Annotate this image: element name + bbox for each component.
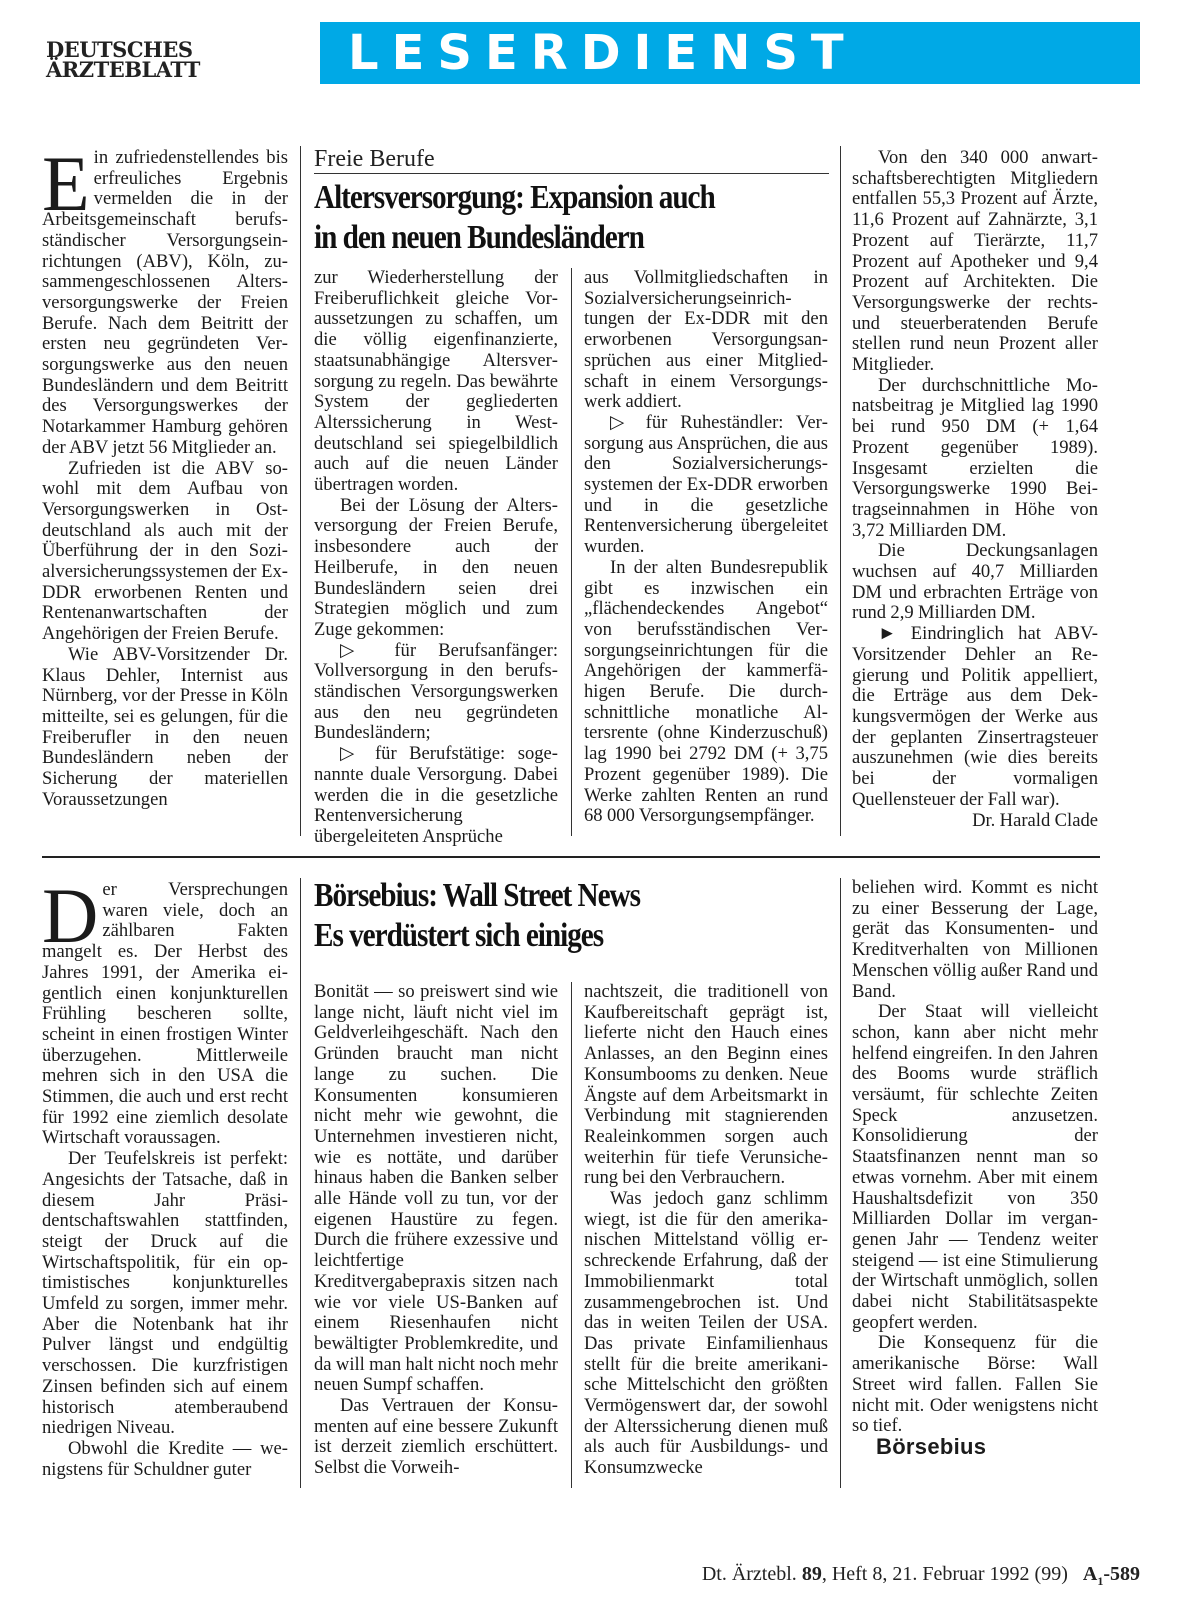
article2-paragraph: Die Konsequenz für die amerikanische Börse: Wall Street wird fallen. Fallen Sie nicht mit. Oder wenigstens nicht so tief. [852, 1332, 1098, 1437]
article2-paragraph: Bonität — so preiswert sind wie lange nicht, läuft nicht viel im Geldverleihgeschäft. Nach den Gründen braucht man nicht lange zu suchen. Die Konsumenten konsumieren nicht mehr wie gewohnt, die Unternehmen investieren nicht, wie es nottäte, und darüber hinaus haben die Banken selber alle Hände voll zu tun, vor der eigenen Haustüre zu fegen. Durch die frühere exzessive und leichtfertige Kreditvergabepraxis sitzen nach wie vor viele US-Banken auf einem Riesenhaufen nicht bewältigter Problemkredite, und da will man halt nicht noch mehr neuen Sumpf schaffen. [314, 981, 558, 1396]
article1-author: Dr. Harald Clade [972, 809, 1098, 831]
article1-paragraph: aus Vollmitgliedschaften in Sozialversicherungseinrichtungen der Ex-DDR mit den erworbenen Versorgungsansprüchen aus einer Mitgliedschaft in einem Versorgungswerk addiert. [584, 267, 828, 413]
article2-paragraph: Der Teufelskreis ist perfekt: Angesichts der Tatsache, daß in diesem Jahr Präsidentschaftswahlen stattfinden, steigt der Druck auf die Wirtschaftspolitik, für ein optimistisches konjunkturelles Umfeld zu sorgen, immer mehr. Aber die Notenbank hat ihr Pulver längst und endgültig verschossen. Die kurzfristigen Zinsen befinden sich auf einem historisch atemberaubend niedrigen Niveau. [42, 1148, 288, 1439]
footer-issue: , Heft 8, 21. Februar 1992 (99) [821, 1563, 1068, 1585]
logo-line-1: DEUTSCHES [46, 37, 193, 62]
footer-volume: 89 [801, 1563, 822, 1585]
article1-headline: Altersversorgung: Expansion auch in den neuen Bundesländern [314, 179, 715, 256]
article2-column-2 [314, 982, 558, 1479]
column-divider [571, 982, 572, 1488]
footer-page-number: $A_1-589$ [1082, 1563, 1140, 1588]
column-divider [300, 146, 301, 836]
column-divider [840, 146, 841, 836]
article2-paragraph: Obwohl die Kredite — wenigstens für Schuldner guter [42, 1437, 288, 1480]
page-footer [680, 1562, 1140, 1593]
article1-paragraph: Von den 340 000 anwartschaftsberechtigten Mitgliedern entfallen 55,3 Prozent auf Ärzte, 11,6 Prozent auf Zahnärzte, 3,1 Prozent auf Tierärzte, 11,7 Prozent auf Apotheker und 9,4 Prozent auf Architekten. Die Versorgungswerke der rechts- und steuerberatenden Berufe stellen rund neun Prozent aller Mitglieder. [852, 147, 1098, 376]
article1-paragraph: Zufrieden ist die ABV sowohl mit dem Aufbau von Versorgungswerken in Ostdeutschland als auch mit der Überführung der in den Sozialversicherungssystemen der Ex-DDR erworbenen Renten und Rentenanwartschaften der Angehörigen der Freien Berufe. [42, 457, 288, 645]
article2-paragraph: nachtszeit, die traditionell von Kaufbereitschaft geprägt ist, lieferte nicht den Hauch eines Anlasses, an den Beginn eines Konsumbooms zu denken. Neue Ängste auf dem Arbeitsmarkt in Verbindung mit stagnierenden Realeinkommen sorgen auch weiterhin für tiefe Verunsicherung bei den Verbrauchern. [584, 981, 828, 1189]
article2-column-3 [584, 982, 828, 1479]
section-banner [320, 22, 1140, 84]
article1-paragraph: ► Eindringlich hat ABV-Vorsitzender Dehler an Regierung und Politik appelliert, die Erträge aus dem Dekkungsvermögen der Werke aus der geplanten Zinsertragsteuer auszunehmen (wie dies bereits bei der vormaligen Quellensteuer der Fall war). [852, 623, 1098, 810]
article2-paragraph: Das Vertrauen der Konsumenten auf eine bessere Zukunft ist derzeit ziemlich erschüttert. Selbst die Vorweih- [314, 1395, 558, 1479]
article2-paragraph: Was jedoch ganz schlimm wiegt, ist die für den amerikanischen Mittelstand völlig erschreckende Erfahrung, daß der Immobilienmarkt total zusammengebrochen ist. Und das in weiten Teilen der USA. Das private Einfamilienhaus stellt für die breite amerikanische Mittelschicht den größten Vermögenswert dar, der sowohl der Alterssicherung dienen muß als auch für Ausbildungs- und Konsumzwecke [584, 1188, 828, 1479]
article1-paragraph: Die Deckungsanlagen wuchsen auf 40,7 Milliarden DM und erbrachten Erträge von rund 2,9 Milliarden DM. [852, 540, 1098, 624]
article1-column-4 [852, 148, 1098, 831]
dropcap: E [42, 140, 90, 227]
article1-paragraph: Bei der Lösung der Altersversorgung der Freien Berufe, insbesondere auch der Heilberufe, in den neuen Bundesländern seien drei Strategien möglich und zum Zuge gekommen: [314, 494, 558, 640]
article1-paragraph: ▷ für Ruheständler: Versorgung aus Ansprüchen, die aus den Sozialversicherungssystemen der Ex-DDR erworben und in die gesetzliche Rentenversicherung übergeleitet wurden. [584, 411, 828, 558]
article2-column-4 [852, 878, 1098, 1458]
journal-logo [46, 37, 226, 82]
article1-column-3 [584, 268, 828, 827]
article1-kicker: Freie Berufe [314, 146, 435, 172]
article1-paragraph: Ein zufriedenstellendes bis erfreuliches Ergebnis vermelden die in der Arbeitsgemeinschaft berufsständischer Versorgungseinrichtungen (ABV), Köln, zusammengeschlossenen Altersversorgungswerke der Freien Berufe. Nach dem Beitritt der ersten neu gegründeten Versorgungswerke aus den neuen Bundesländern und dem Beitritt des Versorgungswerkes der Notarkammer Hamburg gehören der ABV jetzt 56 Mitglieder an. [42, 140, 288, 458]
article1-column-1 [42, 140, 288, 811]
logo-line-2: ÄRZTEBLATT [46, 57, 200, 82]
column-divider [300, 878, 301, 1488]
article1-column-2 [314, 268, 558, 848]
article2-paragraph: Der Staat will vielleicht schon, kann aber nicht mehr helfend eingreifen. In den Jahren des Booms wurde sträflich versäumt, für schlechte Zeiten Speck anzusetzen. Konsolidierung der Staatsfinanzen nennt man so etwas vornehm. Aber mit einem Haushaltsdefizit von 350 Milliarden Dollar im vergangenen Jahr — Tendenz weiter steigend — ist eine Stimulierung der Wirtschaft unmöglich, sollen dabei nicht Stabilitätsaspekte geopfert werden. [852, 1001, 1098, 1333]
footer-journal: Dt. Ärztebl. [701, 1563, 797, 1585]
article1-paragraph: ▷ für Berufsanfänger: Vollversorgung in den berufsständischen Versorgungswerken aus den neu gegründeten Bundesländern; [314, 639, 558, 744]
article-separator [42, 856, 1100, 858]
article2-author: Börsebius [876, 1433, 987, 1459]
section-title: LESERDIENST [348, 25, 857, 81]
article2-paragraph: Der Versprechungen waren viele, doch an zählbaren Fakten mangelt es. Der Herbst des Jahres 1991, der Amerika eigentlich einen konjunkturellen Frühling bescheren sollte, scheint in einen frostigen Winter überzugehen. Mittlerweile mehren sich in den USA die Stimmen, die auch und erst recht für 1992 eine ziemlich desolate Wirtschaft voraussagen. [42, 872, 288, 1149]
article2-headline: Börsebius: Wall Street News Es verdüstert sich einiges [314, 877, 640, 954]
kicker-underline [314, 173, 829, 174]
article1-paragraph: ▷ für Berufstätige: sogenannte duale Versorgung. Dabei werden die in die gesetzliche Rentenversicherung übergeleiteten Ansprüche [314, 743, 558, 847]
article1-paragraph: In der alten Bundesrepublik gibt es inzwischen ein „flächendeckendes Angebot“ von berufsständischen Versorgungseinrichtungen für die Angehörigen der kammerfähigen Berufe. Die durchschnittliche monatliche Altersrente (ohne Kinderzuschuß) lag 1990 bei 2792 DM (+ 3,75 Prozent gegenüber 1989). Die Werke zahlten Renten an rund 68 000 Versorgungsempfänger. [584, 556, 828, 827]
article1-paragraph: Wie ABV-Vorsitzender Dr. Klaus Dehler, Internist aus Nürnberg, vor der Presse in Köln mitteilte, sei es gelungen, für die Freiberufler in den neuen Bundesländern neben der Sicherung der materiellen Voraussetzungen [42, 643, 288, 810]
column-divider [571, 268, 572, 836]
article1-paragraph: zur Wiederherstellung der Freiberuflichkeit gleiche Voraussetzungen zu schaffen, um die völlig eigenfinanzierte, staatsunabhängige Altersversorgung zu regeln. Das bewährte System der gegliederten Alterssicherung in Westdeutschland sei spiegelbildlich auch auf die neuen Länder übertragen worden. [314, 267, 558, 496]
article2-column-1 [42, 872, 288, 1480]
article2-paragraph: beliehen wird. Kommt es nicht zu einer Besserung der Lage, gerät das Konsumenten- und Kreditverhalten von Millionen Menschen völlig außer Rand und Band. [852, 877, 1098, 1002]
dropcap: D [42, 872, 99, 959]
article1-paragraph: Der durchschnittliche Monatsbeitrag je Mitglied lag 1990 bei rund 950 DM (+ 1,64 Prozent gegenüber 1989). Insgesamt erzielten die Versorgungswerke 1990 Beitragseinnahmen in Höhe von 3,72 Milliarden DM. [852, 374, 1098, 541]
column-divider [840, 878, 841, 1488]
